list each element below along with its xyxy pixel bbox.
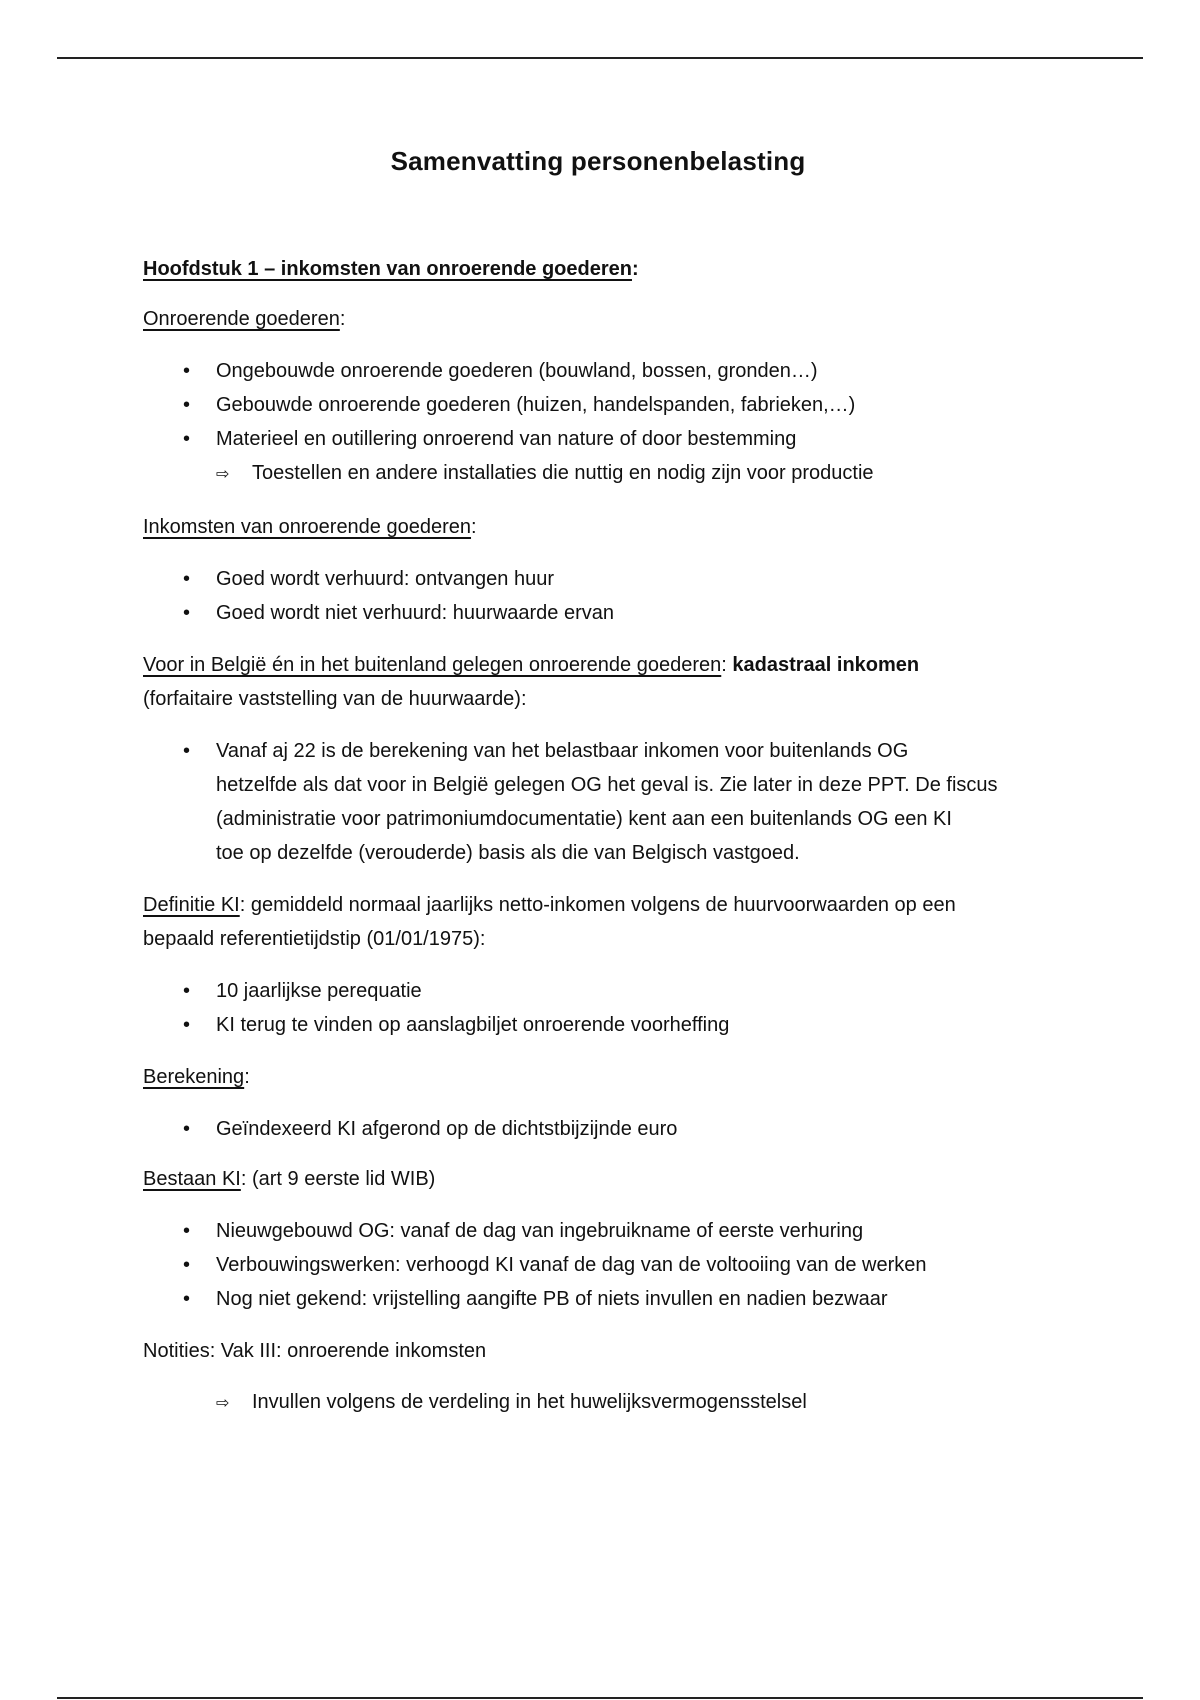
section-colon: : [721, 654, 733, 676]
top-rule [57, 57, 1143, 59]
list-item-text: Ongebouwde onroerende goederen (bouwland, bossen, gronden…) [216, 360, 818, 382]
bullet-icon: • [183, 740, 191, 762]
list-item-text: 10 jaarlijkse perequatie [216, 980, 422, 1002]
list-item-text: Nog niet gekend: vrijstelling aangifte PB of niets invullen en nadien bezwaar [216, 1288, 888, 1310]
list-item-text: Verbouwingswerken: verhoogd KI vanaf de dag van de voltooiing van de werken [216, 1254, 927, 1276]
section-rest: : gemiddeld normaal jaarlijks netto-inkomen volgens de huurvoorwaarden op een [239, 894, 956, 916]
section-continuation: (forfaitaire vaststelling van de huurwaarde): [143, 688, 527, 710]
arrow-item [216, 456, 874, 492]
paragraph-line: (administratie voor patrimoniumdocumentatie) kent aan een buitenlands OG een KI [216, 808, 952, 830]
section-onroerende-goederen [143, 302, 345, 336]
arrow-right-icon: ⇨ [216, 466, 230, 483]
arrow-item-text: Toestellen en andere installaties die nuttig en nodig zijn voor productie [252, 462, 874, 484]
section-colon: : [339, 308, 346, 330]
section-bestaan-ki [143, 1162, 435, 1196]
list-item-text: Goed wordt niet verhuurd: huurwaarde ervan [216, 602, 615, 624]
section-kadastraal-inkomen [143, 648, 919, 682]
list-item-paragraph [216, 734, 1076, 870]
section-colon: : [471, 516, 477, 538]
paragraph-line: toe op dezelfde (verouderde) basis als die van Belgisch vastgoed. [216, 842, 800, 864]
list-item-text: Nieuwgebouwd OG: vanaf de dag van ingebruikname of eerste verhuring [216, 1220, 864, 1242]
list-item-text: Materieel en outillering onroerend van nature of door bestemming [216, 428, 797, 450]
section-continuation: bepaald referentietijdstip (01/01/1975): [143, 928, 486, 950]
section-label: Bestaan KI [143, 1168, 241, 1190]
bullet-icon: • [183, 1254, 191, 1276]
bullet-icon: • [183, 360, 191, 382]
list-item-text: KI terug te vinden op aanslagbiljet onroerende voorheffing [216, 1014, 730, 1036]
list-item-text: Gebouwde onroerende goederen (huizen, handelspanden, fabrieken,…) [216, 394, 856, 416]
section-label: Berekening [143, 1066, 245, 1088]
chapter-heading-colon: : [631, 258, 639, 280]
paragraph-line: Vanaf aj 22 is de berekening van het belastbaar inkomen voor buitenlands OG [216, 740, 909, 762]
section-definitie-ki [143, 888, 956, 922]
list-item-text: Goed wordt verhuurd: ontvangen huur [216, 568, 554, 590]
section-label: Definitie KI [143, 894, 240, 916]
section-inkomsten [143, 510, 477, 544]
bold-term: kadastraal inkomen [732, 654, 920, 676]
bullet-icon: • [183, 428, 191, 450]
bullet-icon: • [183, 1220, 191, 1242]
bottom-rule [57, 1697, 1143, 1699]
section-notities: Notities: Vak III: onroerende inkomsten [143, 1340, 487, 1362]
arrow-item [216, 1385, 807, 1421]
arrow-right-icon: ⇨ [216, 1395, 230, 1412]
chapter-heading [143, 252, 639, 286]
bullet-icon: • [183, 980, 191, 1002]
section-colon: : [244, 1066, 250, 1088]
section-label: Voor in België én in het buitenland gelegen onroerende goederen [143, 654, 722, 676]
arrow-item-text: Invullen volgens de verdeling in het huwelijksvermogensstelsel [252, 1391, 807, 1413]
section-label: Inkomsten van onroerende goederen [143, 516, 472, 538]
bullet-icon: • [183, 1288, 191, 1310]
bullet-icon: • [183, 394, 191, 416]
list-item-text: Geïndexeerd KI afgerond op de dichtstbijzijnde euro [216, 1118, 678, 1140]
section-label: Onroerende goederen [143, 308, 340, 330]
chapter-heading-text: Hoofdstuk 1 – inkomsten van onroerende goederen [143, 258, 632, 280]
document-title: Samenvatting personenbelasting [390, 146, 806, 176]
paragraph-line: hetzelfde als dat voor in België gelegen OG het geval is. Zie later in deze PPT. De fiscus [216, 774, 998, 796]
bullet-icon: • [183, 1014, 191, 1036]
bullet-icon: • [183, 1118, 191, 1140]
section-berekening [143, 1060, 250, 1094]
section-rest: : (art 9 eerste lid WIB) [240, 1168, 436, 1190]
bullet-icon: • [183, 602, 191, 624]
bullet-icon: • [183, 568, 191, 590]
